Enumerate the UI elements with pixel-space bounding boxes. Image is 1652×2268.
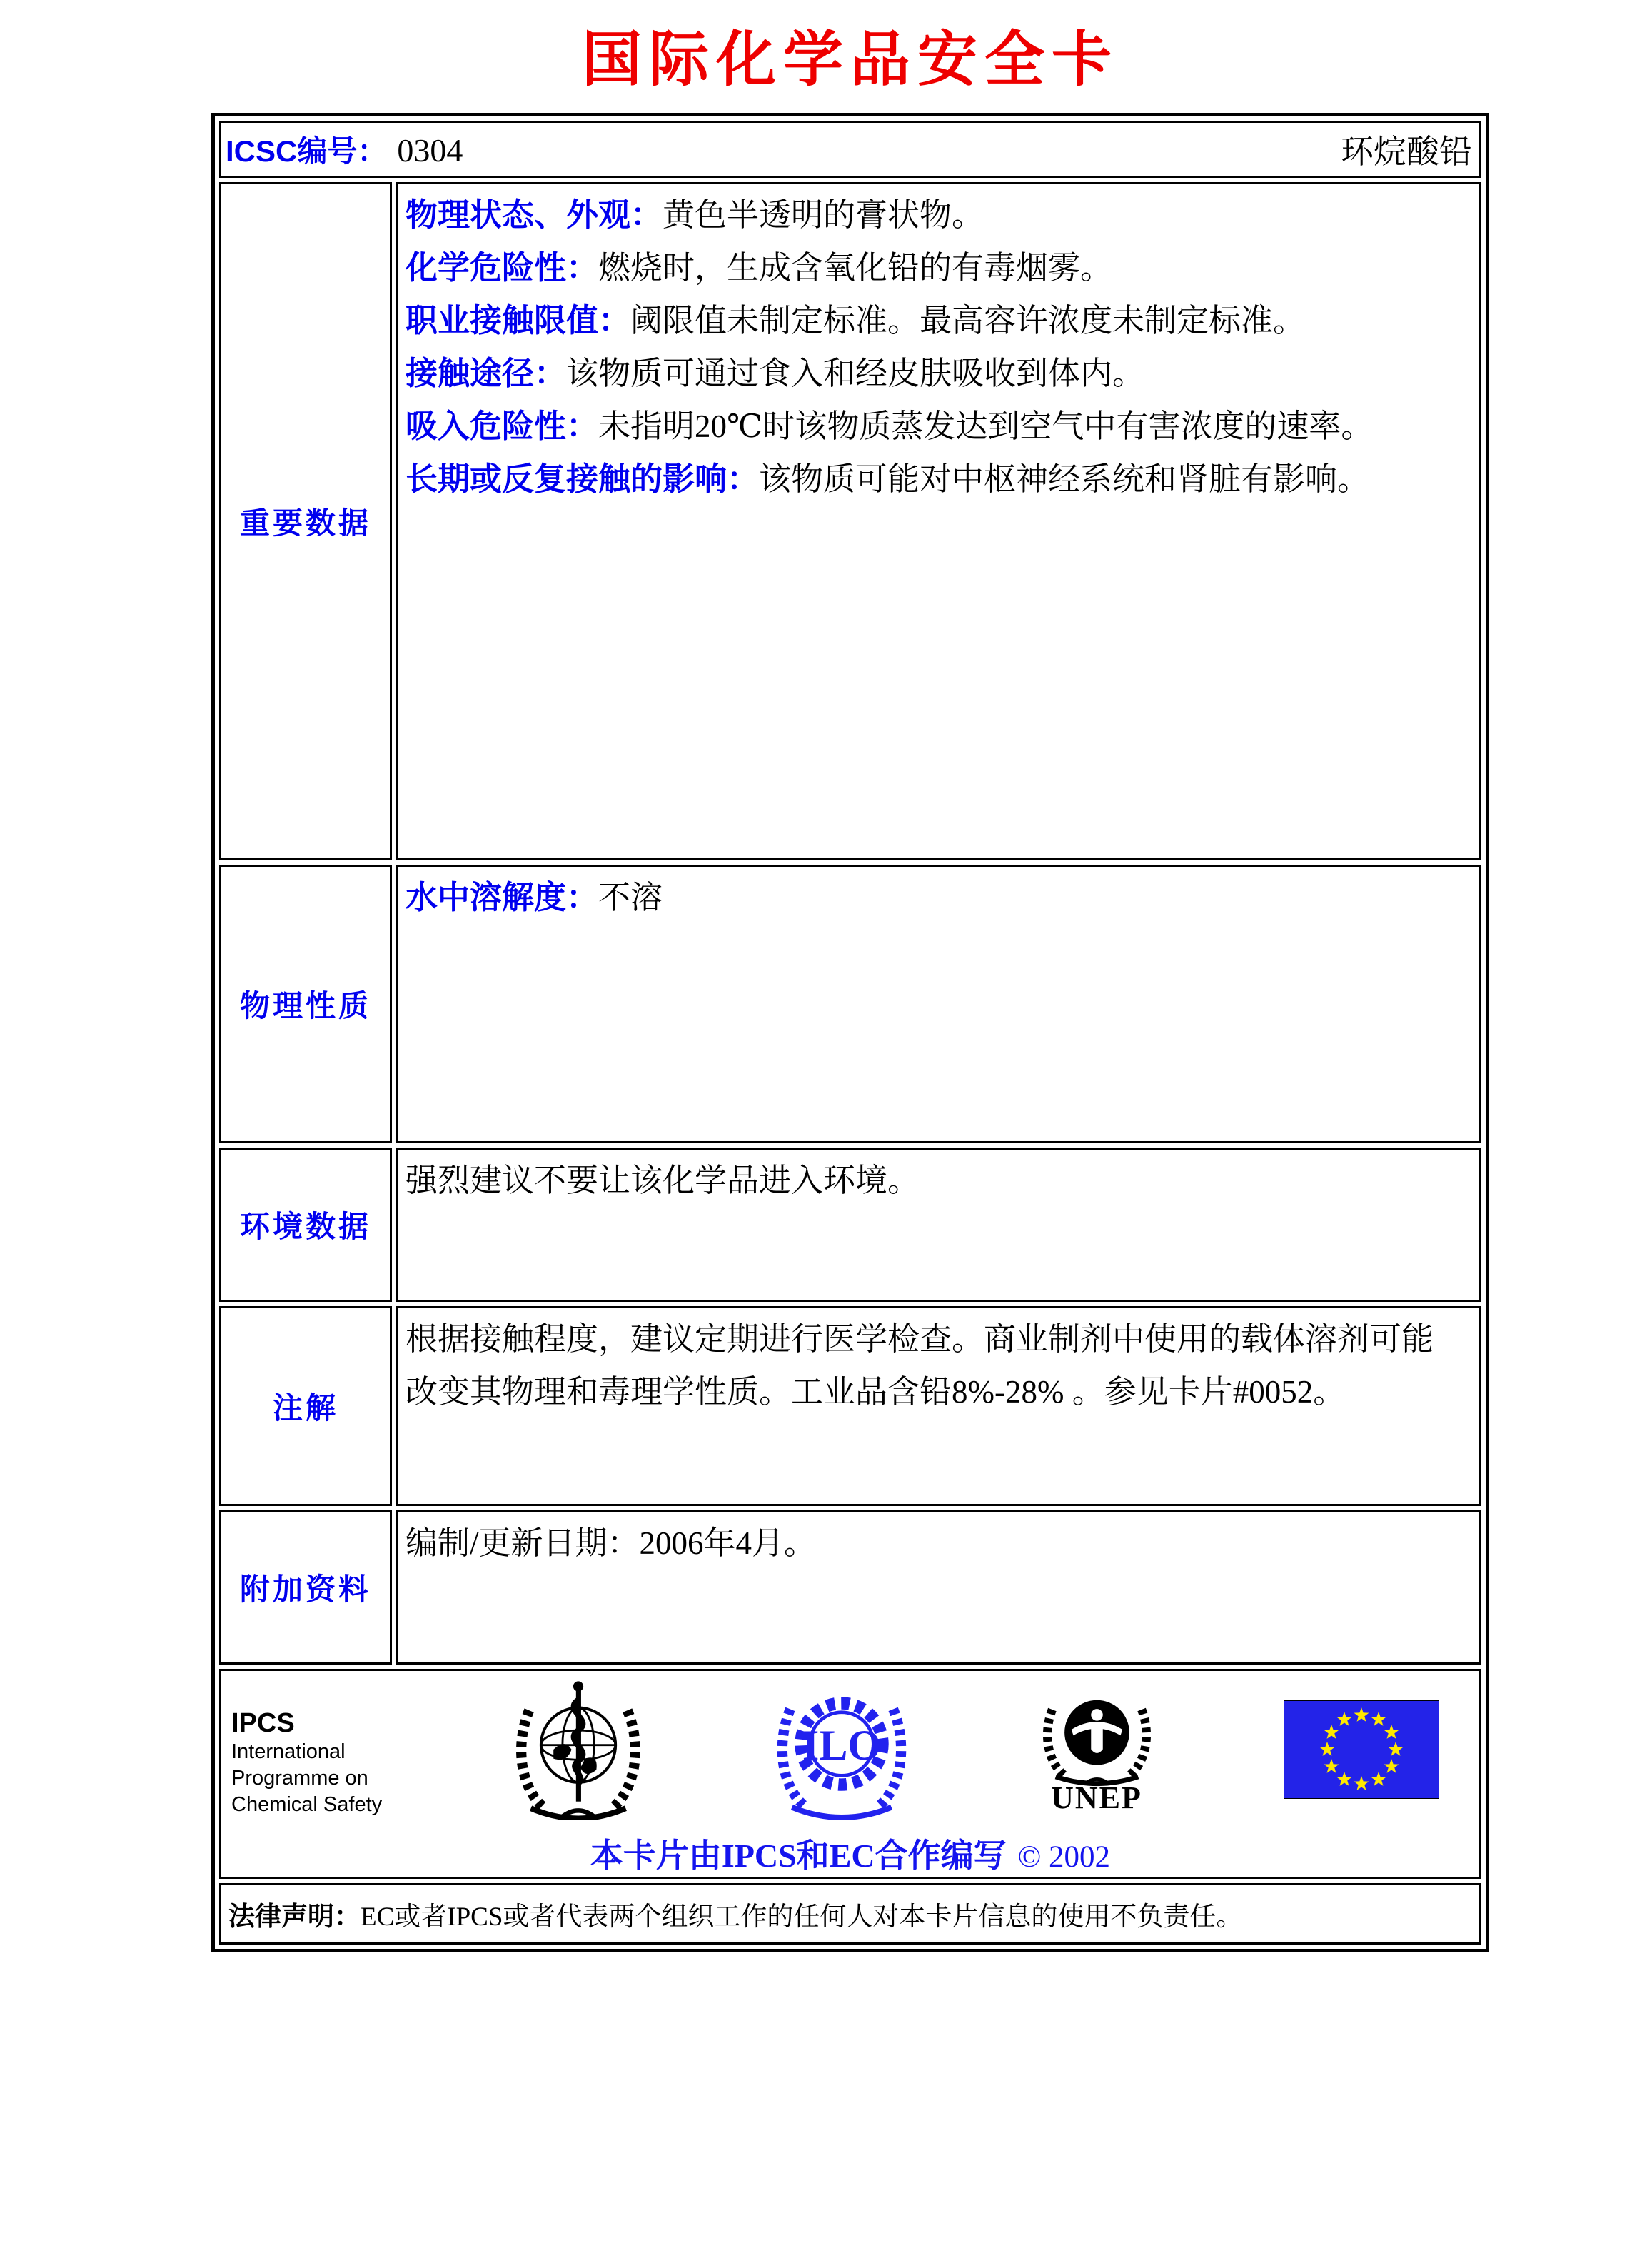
logo-strip	[221, 1671, 1479, 1821]
who-logo-icon	[510, 1680, 646, 1823]
occupational-limit-line: 职业接触限值：阈限值未制定标准。最高容许浓度未制定标准。	[406, 303, 1306, 338]
inhalation-risk-line: 吸入危险性：未指明20℃时该物质蒸发达到空气中有害浓度的速率。	[406, 408, 1374, 444]
icsc-card-table	[211, 113, 1489, 1952]
ipcs-title: IPCS	[231, 1708, 295, 1738]
exposure-route-line: 接触途径：该物质可通过食入和经皮肤吸收到体内。	[406, 356, 1145, 391]
credit-copyright: © 2002	[1017, 1840, 1111, 1874]
section-label-notes: 注解	[219, 1306, 392, 1506]
chemical-danger-line: 化学危险性：燃烧时，生成含氧化铅的有毒烟雾。	[406, 250, 1113, 286]
additional-info-row	[219, 1510, 1481, 1665]
section-label-environmental-data: 环境数据	[219, 1148, 392, 1302]
icsc-number-group	[226, 128, 463, 171]
section-content-notes: 根据接触程度，建议定期进行医学检查。商业制剂中使用的载体溶剂可能改变其物理和毒理学性质。工业品含铅8%-28% 。参见卡片#0052。	[396, 1306, 1481, 1506]
eu-flag-icon	[1284, 1700, 1439, 1802]
legal-row	[219, 1883, 1481, 1945]
ipcs-text-block: IPCS International Programme on Chemical Safety	[231, 1708, 383, 1816]
important-data-row	[219, 182, 1481, 860]
icsc-number-label: ICSC编号：	[226, 134, 388, 168]
section-content-important-data	[396, 182, 1481, 860]
footer-row	[219, 1669, 1481, 1879]
section-content-additional-info: 编制/更新日期：2006年4月。	[396, 1510, 1481, 1665]
legal-label: 法律声明：	[228, 1902, 361, 1931]
unep-logo-text: UNEP	[1051, 1780, 1142, 1815]
icsc-number-value: 0304	[397, 132, 463, 169]
credit-line	[221, 1830, 1479, 1877]
chemical-name: 环烷酸铅	[1341, 134, 1472, 170]
long-term-effect-line: 长期或反复接触的影响：该物质可能对中枢神经系统和肾脏有影响。	[406, 461, 1370, 497]
credit-text: 本卡片由IPCS和EC合作编写	[590, 1837, 1007, 1874]
physical-properties-row	[219, 865, 1481, 1143]
notes-row	[219, 1306, 1481, 1506]
header-row	[219, 121, 1481, 178]
environmental-data-row	[219, 1148, 1481, 1302]
water-solubility-line: 水中溶解度：不溶	[406, 880, 663, 915]
section-label-additional-info: 附加资料	[219, 1510, 392, 1665]
ilo-logo-icon	[774, 1676, 910, 1827]
section-label-important-data: 重要数据	[219, 182, 392, 860]
legal-text: EC或者IPCS或者代表两个组织工作的任何人对本卡片信息的使用不负责任。	[361, 1902, 1243, 1932]
page-title: 国际化学品安全卡	[581, 27, 1119, 94]
footer-cell	[219, 1669, 1481, 1879]
physical-state-line: 物理状态、外观：黄色半透明的膏状物。	[406, 197, 984, 233]
header-cell	[219, 121, 1481, 178]
section-label-physical-properties: 物理性质	[219, 865, 392, 1143]
section-content-physical-properties	[396, 865, 1481, 1143]
svg-text:ILO: ILO	[802, 1721, 882, 1770]
legal-cell	[219, 1883, 1481, 1945]
section-content-environmental-data: 强烈建议不要让该化学品进入环境。	[396, 1148, 1481, 1302]
unep-logo-icon	[1038, 1688, 1156, 1814]
